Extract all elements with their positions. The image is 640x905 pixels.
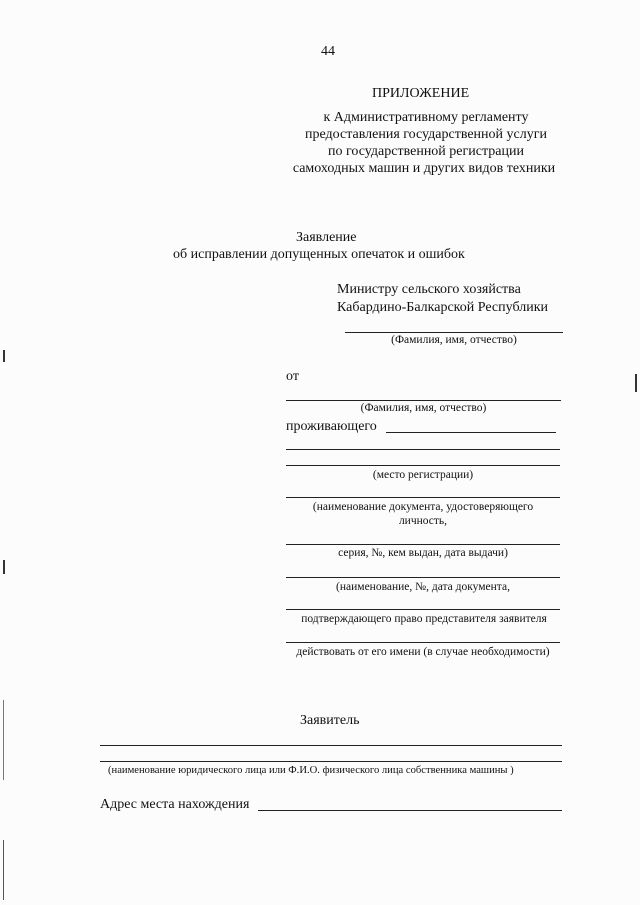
id-details-line [286, 544, 560, 545]
id-document-caption: личность, [398, 515, 448, 527]
scan-edge-mark [3, 350, 5, 362]
addressee-line: Кабардино-Балкарской Республики [337, 300, 548, 315]
scan-edge-mark [3, 560, 5, 574]
applicant-caption: (наименование юридического лица или Ф.И.О. физического лица собственника машины ) [108, 765, 514, 776]
appendix-line: к Административному регламенту [323, 110, 529, 125]
page-number: 44 [321, 44, 335, 59]
applicant-label: Заявитель [300, 713, 360, 728]
address-label: Адрес места нахождения [100, 797, 250, 812]
id-document-line [286, 497, 560, 498]
statement-title: Заявление [296, 230, 357, 245]
id-document-caption: (наименование документа, удостоверяющего [312, 501, 534, 513]
authority-doc-caption: (наименование, №, дата документа, [336, 581, 510, 593]
applicant-line [100, 745, 562, 746]
from-name-line [286, 400, 561, 401]
registration-line [286, 465, 560, 466]
residing-label: проживающего [286, 419, 377, 434]
authority-caption: действовать от его имени (в случае необходимости) [296, 646, 550, 658]
addressee-name-caption: (Фамилия, имя, отчество) [391, 334, 517, 346]
registration-line [286, 449, 560, 450]
authority-doc-line [286, 577, 560, 578]
from-label: от [286, 369, 299, 384]
appendix-title: ПРИЛОЖЕНИЕ [372, 86, 470, 101]
authority-line [286, 609, 560, 610]
addressee-name-line [345, 332, 563, 333]
residing-line [386, 432, 556, 433]
appendix-line: предоставления государственной услуги [305, 127, 547, 142]
appendix-line: по государственной регистрации [328, 144, 524, 159]
applicant-line [100, 761, 562, 762]
id-details-caption: серия, №, кем выдан, дата выдачи) [338, 547, 508, 559]
scan-edge-mark [635, 374, 637, 392]
registration-caption: (место регистрации) [372, 469, 474, 481]
address-line [258, 810, 562, 811]
addressee-line: Министру сельского хозяйства [337, 282, 521, 297]
appendix-line: самоходных машин и других видов техники [292, 161, 556, 176]
authority-line [286, 642, 560, 643]
scan-edge-mark [3, 840, 4, 900]
from-name-caption: (Фамилия, имя, отчество) [360, 402, 487, 414]
authority-caption: подтверждающего право представителя заявителя [301, 613, 547, 625]
scan-edge-mark [3, 700, 4, 780]
statement-subtitle: об исправлении допущенных опечаток и ошибок [173, 247, 465, 262]
